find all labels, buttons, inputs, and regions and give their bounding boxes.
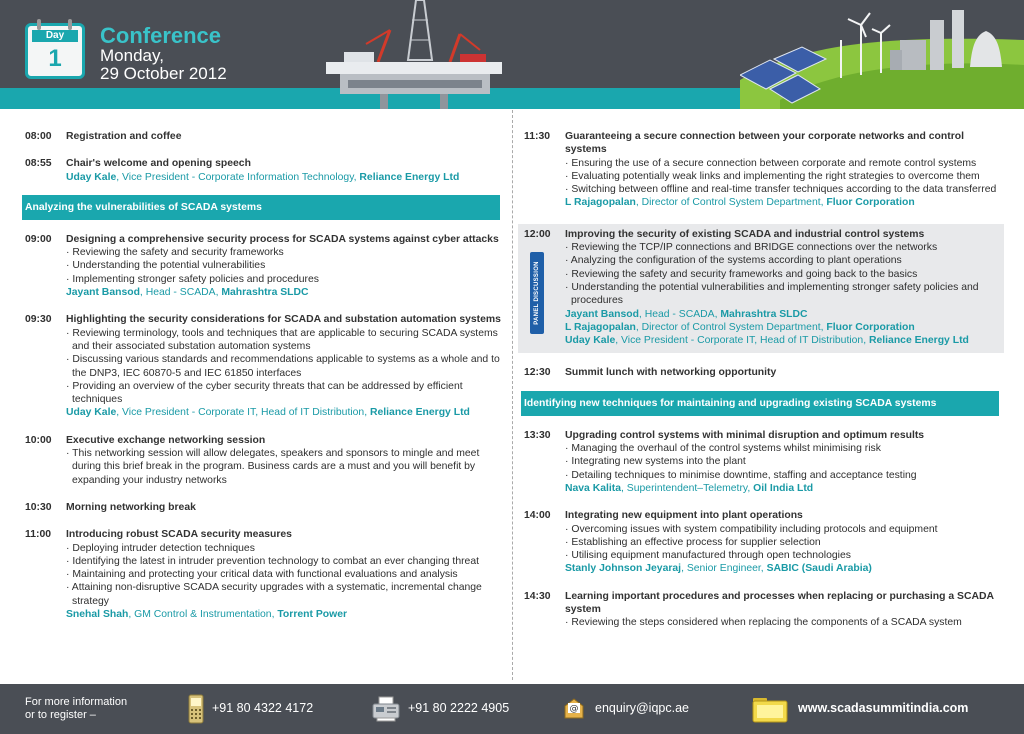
email-contact[interactable] [562,684,689,734]
bullet-item: · Reviewing the safety and security frameworks and going back to the basics [565,268,1004,281]
bullet-item: · Reviewing the safety and security frameworks [66,246,507,259]
session-title: Guaranteeing a secure connection between your corporate networks and control systems [565,131,964,156]
bullet-item: · Detailing techniques to minimise downtime, staffing and acceptance testing [565,469,1006,482]
session-1430 [524,590,1006,630]
email-icon [562,697,586,721]
bullet-item: · Discussing various standards and recommendations applicable to systems as a whole and to the DNP3, IEC 60870-5 and IEC 61850 interfaces [66,353,507,380]
session-time: 08:00 [25,131,52,142]
oil-rig-illustration [320,0,510,109]
fax-icon [372,696,400,722]
session-0800 [25,130,507,143]
bullet-item: · This networking session will allow delegates, speakers and sponsors to mingle and meet during this brief break in the program. Business cards are a must and you will benefit by expanding your industry networks [66,447,507,487]
left-column [25,130,507,635]
session-title: Executive exchange networking session [66,434,266,446]
bullet-item: · Establishing an effective process for supplier selection [565,536,1006,549]
bullet-item: · Providing an overview of the cyber security threats that can be addressed by efficient techniques [66,380,507,407]
bullet-item: · Understanding the potential vulnerabilities and implementing stronger safety policies and procedures [565,281,1004,308]
session-time: 08:55 [25,158,52,170]
fax-contact[interactable] [372,684,509,734]
session-time: 11:30 [524,131,551,142]
panel-discussion-badge: PANEL DISCUSSION [530,252,544,334]
bullet-item: · Overcoming issues with system compatibility including protocols and equipment [565,523,1006,536]
speaker-line: L Rajagopalan, Director of Control System Department, Fluor Corporation [565,197,915,209]
page-title: Conference [100,23,222,48]
bullet-item: · Reviewing the TCP/IP connections and BRIDGE connections over the networks [565,241,1004,254]
session-time: 12:30 [524,367,551,379]
session-0855 [25,157,507,184]
session-0930 [25,313,507,419]
section-band: Analyzing the vulnerabilities of SCADA systems [22,195,500,220]
session-1000 [25,434,507,487]
day-number: 1 [48,45,62,72]
header-banner [0,0,1024,109]
bullet-item: · Evaluating potentially weak links and implementing the right strategies to overcome them [565,170,1006,183]
bullet-item: · Reviewing terminology, tools and techniques that are applicable to securing SCADA systems and their associated substation automation systems [66,327,507,354]
session-1400 [524,509,1006,575]
bullet-item: · Identifying the latest in intruder prevention technology to combat an ever changing threat [66,555,507,568]
website-url: www.scadasummitindia.com [798,701,969,716]
bullet-item: · Attaining non-disruptive SCADA security upgrades with a systematic, incremental change strategy [66,581,507,608]
bullet-item: · Implementing stronger safety policies and procedures [66,273,507,286]
session-time: 13:30 [524,429,551,441]
session-title: Improving the security of existing SCADA and industrial control systems [565,228,925,240]
bullet-item: · Reviewing the steps considered when replacing the components of a SCADA system [565,616,1006,629]
session-time: 09:00 [25,233,52,245]
speaker-line: L Rajagopalan, Director of Control System Department, Fluor Corporation [565,321,915,333]
section-band: Identifying new techniques for maintaining and upgrading existing SCADA systems [521,391,999,416]
bullet-item: · Integrating new systems into the plant [565,455,1006,468]
speaker-line: Snehal Shah, GM Control & Instrumentation, Torrent Power [66,609,348,621]
session-1100 [25,528,507,621]
bullet-item: · Ensuring the use of a secure connection between corporate and remote control systems [565,157,1006,170]
session-title: Upgrading control systems with minimal disruption and optimum results [565,429,925,441]
speaker-line: Nava Kalita, Superintendent–Telemetry, Oil India Ltd [565,482,814,494]
speaker-line: Uday Kale, Vice President - Corporate IT, Head of IT Distribution, Reliance Energy Ltd [565,335,969,347]
session-time: 14:00 [524,510,551,522]
right-column [524,130,1006,644]
speaker-line: Uday Kale, Vice President - Corporate IT, Head of IT Distribution, Reliance Energy Ltd [66,407,470,419]
session-title: Highlighting the security considerations for SCADA and substation automation systems [66,314,501,326]
session-title: Summit lunch with networking opportunity [565,367,777,379]
session-title: Registration and coffee [66,131,182,142]
session-title: Designing a comprehensive security process for SCADA systems against cyber attacks [66,233,499,245]
footer-contact-bar [0,684,1024,734]
mobile-phone-icon [188,694,204,724]
speaker-line: Jayant Bansod, Head - SCADA, Mahrashtra SLDC [66,287,309,299]
conference-date: Monday, 29 October 2012 [100,46,227,83]
session-1030 [25,501,507,514]
bullet-item: · Managing the overhaul of the control systems whilst minimising risk [565,442,1006,455]
session-title: Integrating new equipment into plant operations [565,510,803,522]
email-address: enquiry@iqpc.ae [595,701,689,716]
session-time: 14:30 [524,590,551,602]
phone-contact[interactable] [188,684,313,734]
session-1230 [524,366,1006,379]
bullet-item: · Analyzing the configuration of the systems according to plant operations [565,254,1004,267]
web-folder-icon [752,695,788,723]
fax-number: +91 80 2222 4905 [408,701,510,716]
bullet-item: · Maintaining and protecting your critical data with functional evaluations and analysis [66,568,507,581]
energy-landscape-illustration [740,5,1024,109]
phone-number: +91 80 4322 4172 [212,701,314,716]
website-link[interactable] [752,684,968,734]
session-title: Morning networking break [66,501,196,513]
session-title: Chair's welcome and opening speech [66,158,251,170]
session-time: 12:00 [524,228,551,240]
session-title: Learning important procedures and processes when replacing or purchasing a SCADA system [565,590,994,616]
bullet-item: · Switching between offline and real-time transfer techniques according to the data transferred [565,183,1006,196]
session-time: 10:00 [25,434,52,446]
speaker-line: Jayant Bansod, Head - SCADA, Mahrashtra SLDC [565,308,808,320]
calendar-icon [25,23,85,79]
session-1330 [524,429,1006,495]
day-label: Day [32,30,78,42]
session-title: Introducing robust SCADA security measures [66,529,292,541]
speaker-line: Stanly Johnson Jeyaraj, Senior Engineer, SABIC (Saudi Arabia) [565,563,872,575]
svg-text:@: @ [569,704,579,714]
more-info-label: For more information or to register – [25,696,128,721]
session-time: 11:00 [25,529,52,541]
session-1200-panel [518,224,1004,354]
speaker-line: Uday Kale, Vice President - Corporate Information Technology, Reliance Energy Ltd [66,171,460,183]
session-time: 10:30 [25,501,52,513]
bullet-item: · Understanding the potential vulnerabilities [66,259,507,272]
session-1130 [524,130,1006,210]
column-divider [512,110,513,680]
session-time: 09:30 [25,314,52,326]
bullet-item: · Utilising equipment manufactured through open technologies [565,549,1006,562]
bullet-item: · Deploying intruder detection techniques [66,542,507,555]
session-0900 [25,233,507,299]
